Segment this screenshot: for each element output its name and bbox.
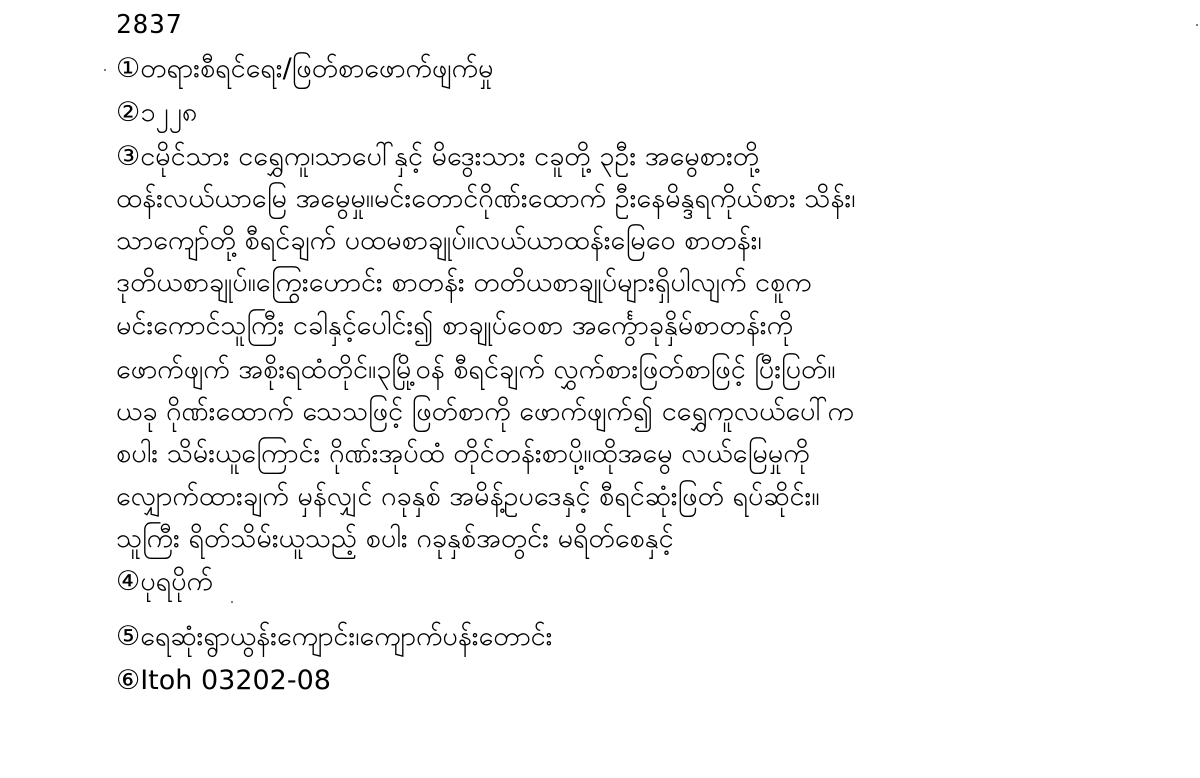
line-location: ⑤ရေဆုံးရွာယွန်းကျောင်း၊ကျောက်ပန်းတောင်း bbox=[116, 621, 553, 652]
line-year: ②၁၂၂၈ bbox=[116, 97, 198, 128]
line-material: ④ပုရပိုက် bbox=[116, 566, 213, 597]
line-summary-10: သူကြီး ရိတ်သိမ်းယူသည့် စပါး ဂခုနှစ်အတွင်း မရိတ်စေနှင့် bbox=[116, 523, 674, 554]
scan-speck bbox=[1196, 24, 1198, 26]
line-summary-9: လျှောက်ထားချက် မှန်လျှင် ဂခုနှစ် အမိန့်ဥပဒေနှင့် စီရင်ဆုံးဖြတ် ရပ်ဆိုင်း။ bbox=[116, 481, 820, 512]
document-number: 2837 bbox=[116, 10, 183, 40]
line-summary-7: ယခု ဂိုဏ်းထောက် သေသဖြင့် ဖြတ်စာကို ဖောက်ဖျက်၍ ငရွှေကူလယ်ပေါ်က bbox=[116, 396, 854, 427]
line-category: ①တရားစီရင်ရေး/ဖြတ်စာဖောက်ဖျက်မှု bbox=[116, 53, 494, 84]
line-summary-8: စပါး သိမ်းယူကြောင်း ဂိုဏ်းအုပ်ထံ တိုင်တန်းစာပို့။ထိုအမွေ လယ်မြေမှုကို bbox=[116, 438, 810, 469]
line-summary-1: ③ငမိုင်သား ငရွှေကူ၊သာပေါ်နှင့် မိဒွေးသား ငခူတို့ ၃ဦး အမွေစားတို့ bbox=[116, 141, 760, 172]
scan-speck bbox=[231, 601, 233, 603]
line-summary-5: မင်းကောင်သူကြီး ငခါနှင့်ပေါင်း၍ စာချုပ်ဝေစာ အင်္ကွောခုနှိမ်စာတန်းကို bbox=[116, 310, 794, 341]
scan-speck bbox=[104, 69, 106, 71]
line-summary-4: ဒုတိယစာချုပ်။ကြွေးဟောင်း စာတန်း တတိယစာချုပ်များရှိပါလျက် ငစူက bbox=[116, 267, 812, 298]
line-summary-2: ထန်းလယ်ယာမြေ အမွေမှု။မင်းတောင်ဂိုဏ်းထောက် ဦးနေမိန္ဒရကိုယ်စား သိန်း၊ bbox=[116, 183, 856, 214]
line-summary-3: သာကျော်တို့ စီရင်ချက် ပထမစာချုပ်။လယ်ယာထန်းမြေဝေ စာတန်း၊ bbox=[116, 225, 762, 256]
line-catalog-id: ⑥Itoh 03202-08 bbox=[116, 665, 331, 696]
line-summary-6: ဖောက်ဖျက် အစိုးရထံတိုင်။၃မြို့ဝန် စီရင်ချက် လွှက်စားဖြတ်စာဖြင့် ပြီးပြတ်။ bbox=[116, 354, 836, 385]
